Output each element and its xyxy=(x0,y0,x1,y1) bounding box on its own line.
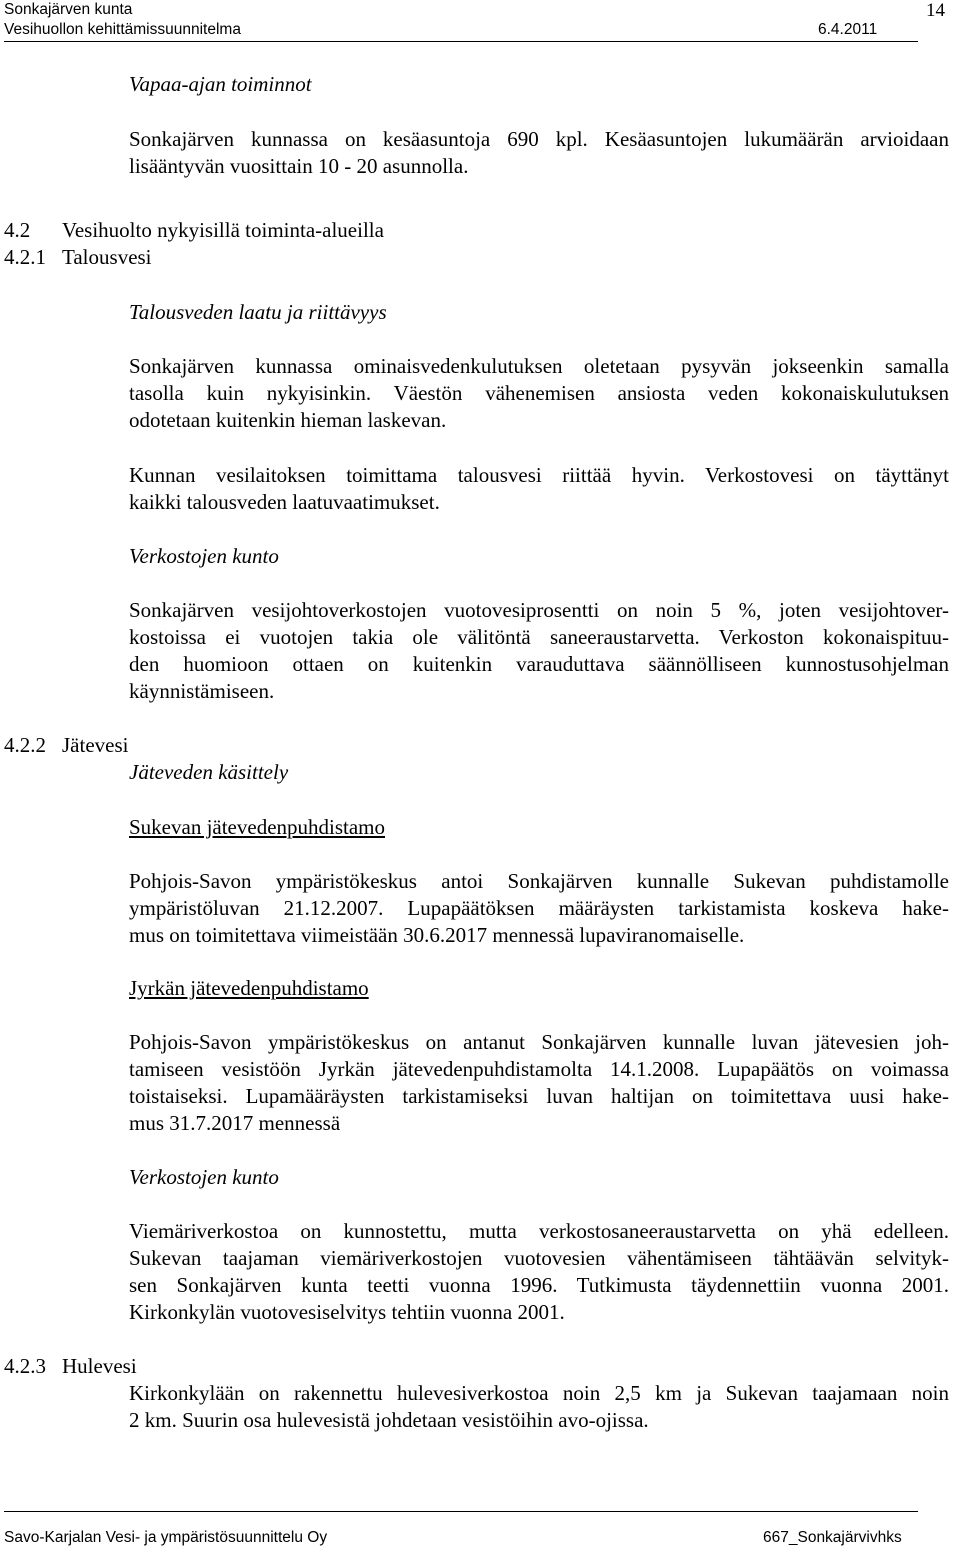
footer-doc-code: 667_Sonkajärvivhks xyxy=(763,1529,902,1546)
paragraph-line: Kirkonkylään on rakennettu hulevesiverkostoa noin 2,5 km ja Sukevan taajamaan noin xyxy=(129,1381,949,1405)
paragraph-line: sen Sonkajärven kunta teetti vuonna 1996. Tutkimusta täydennettiin vuonna 2001. xyxy=(129,1273,949,1297)
footer-company: Savo-Karjalan Vesi- ja ympäristösuunnittelu Oy xyxy=(4,1529,328,1546)
paragraph-line: odotetaan kuitenkin hieman laskevan. xyxy=(129,408,447,432)
paragraph-line: Viemäriverkostoa on kunnostettu, mutta verkostosaneeraustarvetta on yhä edelleen. xyxy=(129,1219,949,1243)
section-title: Jätevesi xyxy=(62,733,129,757)
header-rule xyxy=(4,41,918,42)
heading-jyrkan-puhdistamo: Jyrkän jätevedenpuhdistamo xyxy=(129,976,369,1000)
paragraph-line: mus on toimitettava viimeistään 30.6.2017 mennessä lupaviranomaiselle. xyxy=(129,923,745,947)
section-title: Talousvesi xyxy=(62,245,152,269)
paragraph-line: kostoissa ei vuotojen takia ole välitöntä saneeraustarvetta. Verkoston kokonaispituu- xyxy=(129,625,949,649)
paragraph-line: Sonkajärven kunnassa ominaisvedenkulutuksen oletetaan pysyvän jokseenkin samalla xyxy=(129,354,949,378)
heading-laatu: Talousveden laatu ja riittävyys xyxy=(129,300,387,324)
section-title: Hulevesi xyxy=(62,1354,137,1378)
paragraph-line: toistaiseksi. Lupamääräysten tarkistamiseksi luvan haltijan on toimitettava uusi hake- xyxy=(129,1084,949,1108)
paragraph-line: käynnistämiseen. xyxy=(129,679,275,703)
paragraph-line: Sukevan taajaman viemäriverkostojen vuotovesien vähentämiseen tähtäävän selvityk- xyxy=(129,1246,949,1270)
paragraph-line: 2 km. Suurin osa hulevesistä johdetaan vesistöihin avo-ojissa. xyxy=(129,1408,649,1432)
paragraph-line: Kirkonkylän vuotovesiselvitys tehtiin vuonna 2001. xyxy=(129,1300,565,1324)
paragraph-line: Pohjois-Savon ympäristökeskus on antanut Sonkajärven kunnalle luvan jätevesien joh- xyxy=(129,1030,949,1054)
page-number: 14 xyxy=(926,0,945,21)
section-number: 4.2 xyxy=(4,218,31,242)
heading-jateveden-kasittely: Jäteveden käsittely xyxy=(129,760,289,784)
paragraph-line: Pohjois-Savon ympäristökeskus antoi Sonkajärven kunnalle Sukevan puhdistamolle xyxy=(129,869,949,893)
section-number: 4.2.2 xyxy=(4,733,46,757)
header-date: 6.4.2011 xyxy=(818,21,878,38)
heading-vapaa-ajan: Vapaa-ajan toiminnot xyxy=(129,72,312,96)
header-doc-title: Vesihuollon kehittämissuunnitelma xyxy=(4,21,241,38)
heading-verkostojen-kunto: Verkostojen kunto xyxy=(129,1165,279,1189)
section-4-2-3-heading xyxy=(4,1353,137,1379)
paragraph-line: Kunnan vesilaitoksen toimittama talousvesi riittää hyvin. Verkostovesi on täyttänyt xyxy=(129,463,949,487)
footer-rule xyxy=(4,1511,918,1512)
section-4-2-1-heading xyxy=(4,244,152,270)
heading-verkostojen-kunto: Verkostojen kunto xyxy=(129,544,279,568)
paragraph-line: Sonkajärven vesijohtoverkostojen vuotovesiprosentti on noin 5 %, joten vesijohtover- xyxy=(129,598,949,622)
header-org: Sonkajärven kunta xyxy=(4,1,133,18)
section-number: 4.2.1 xyxy=(4,245,46,269)
paragraph-line: ympäristöluvan 21.12.2007. Lupapäätöksen määräysten tarkistamista koskeva hake- xyxy=(129,896,949,920)
section-4-2-heading xyxy=(4,217,384,243)
paragraph-line: kaikki talousveden laatuvaatimukset. xyxy=(129,490,440,514)
paragraph-line: lisääntyvän vuosittain 10 - 20 asunnolla. xyxy=(129,154,469,178)
section-number: 4.2.3 xyxy=(4,1354,46,1378)
section-4-2-2-heading xyxy=(4,732,128,758)
paragraph-line: mus 31.7.2017 mennessä xyxy=(129,1111,341,1135)
heading-sukevan-puhdistamo: Sukevan jätevedenpuhdistamo xyxy=(129,815,386,839)
paragraph-line: tamiseen vesistöön Jyrkän jätevedenpuhdistamolta 14.1.2008. Lupapäätös on voimassa xyxy=(129,1057,949,1081)
section-title: Vesihuolto nykyisillä toiminta-alueilla xyxy=(62,218,384,242)
paragraph-line: den huomioon ottaen on kuitenkin varauduttava säännölliseen kunnostusohjelman xyxy=(129,652,949,676)
paragraph-line: Sonkajärven kunnassa on kesäasuntoja 690 kpl. Kesäasuntojen lukumäärän arvioidaan xyxy=(129,127,949,151)
paragraph-line: tasolla kuin nykyisinkin. Väestön vähenemisen ansiosta veden kokonaiskulutuksen xyxy=(129,381,949,405)
